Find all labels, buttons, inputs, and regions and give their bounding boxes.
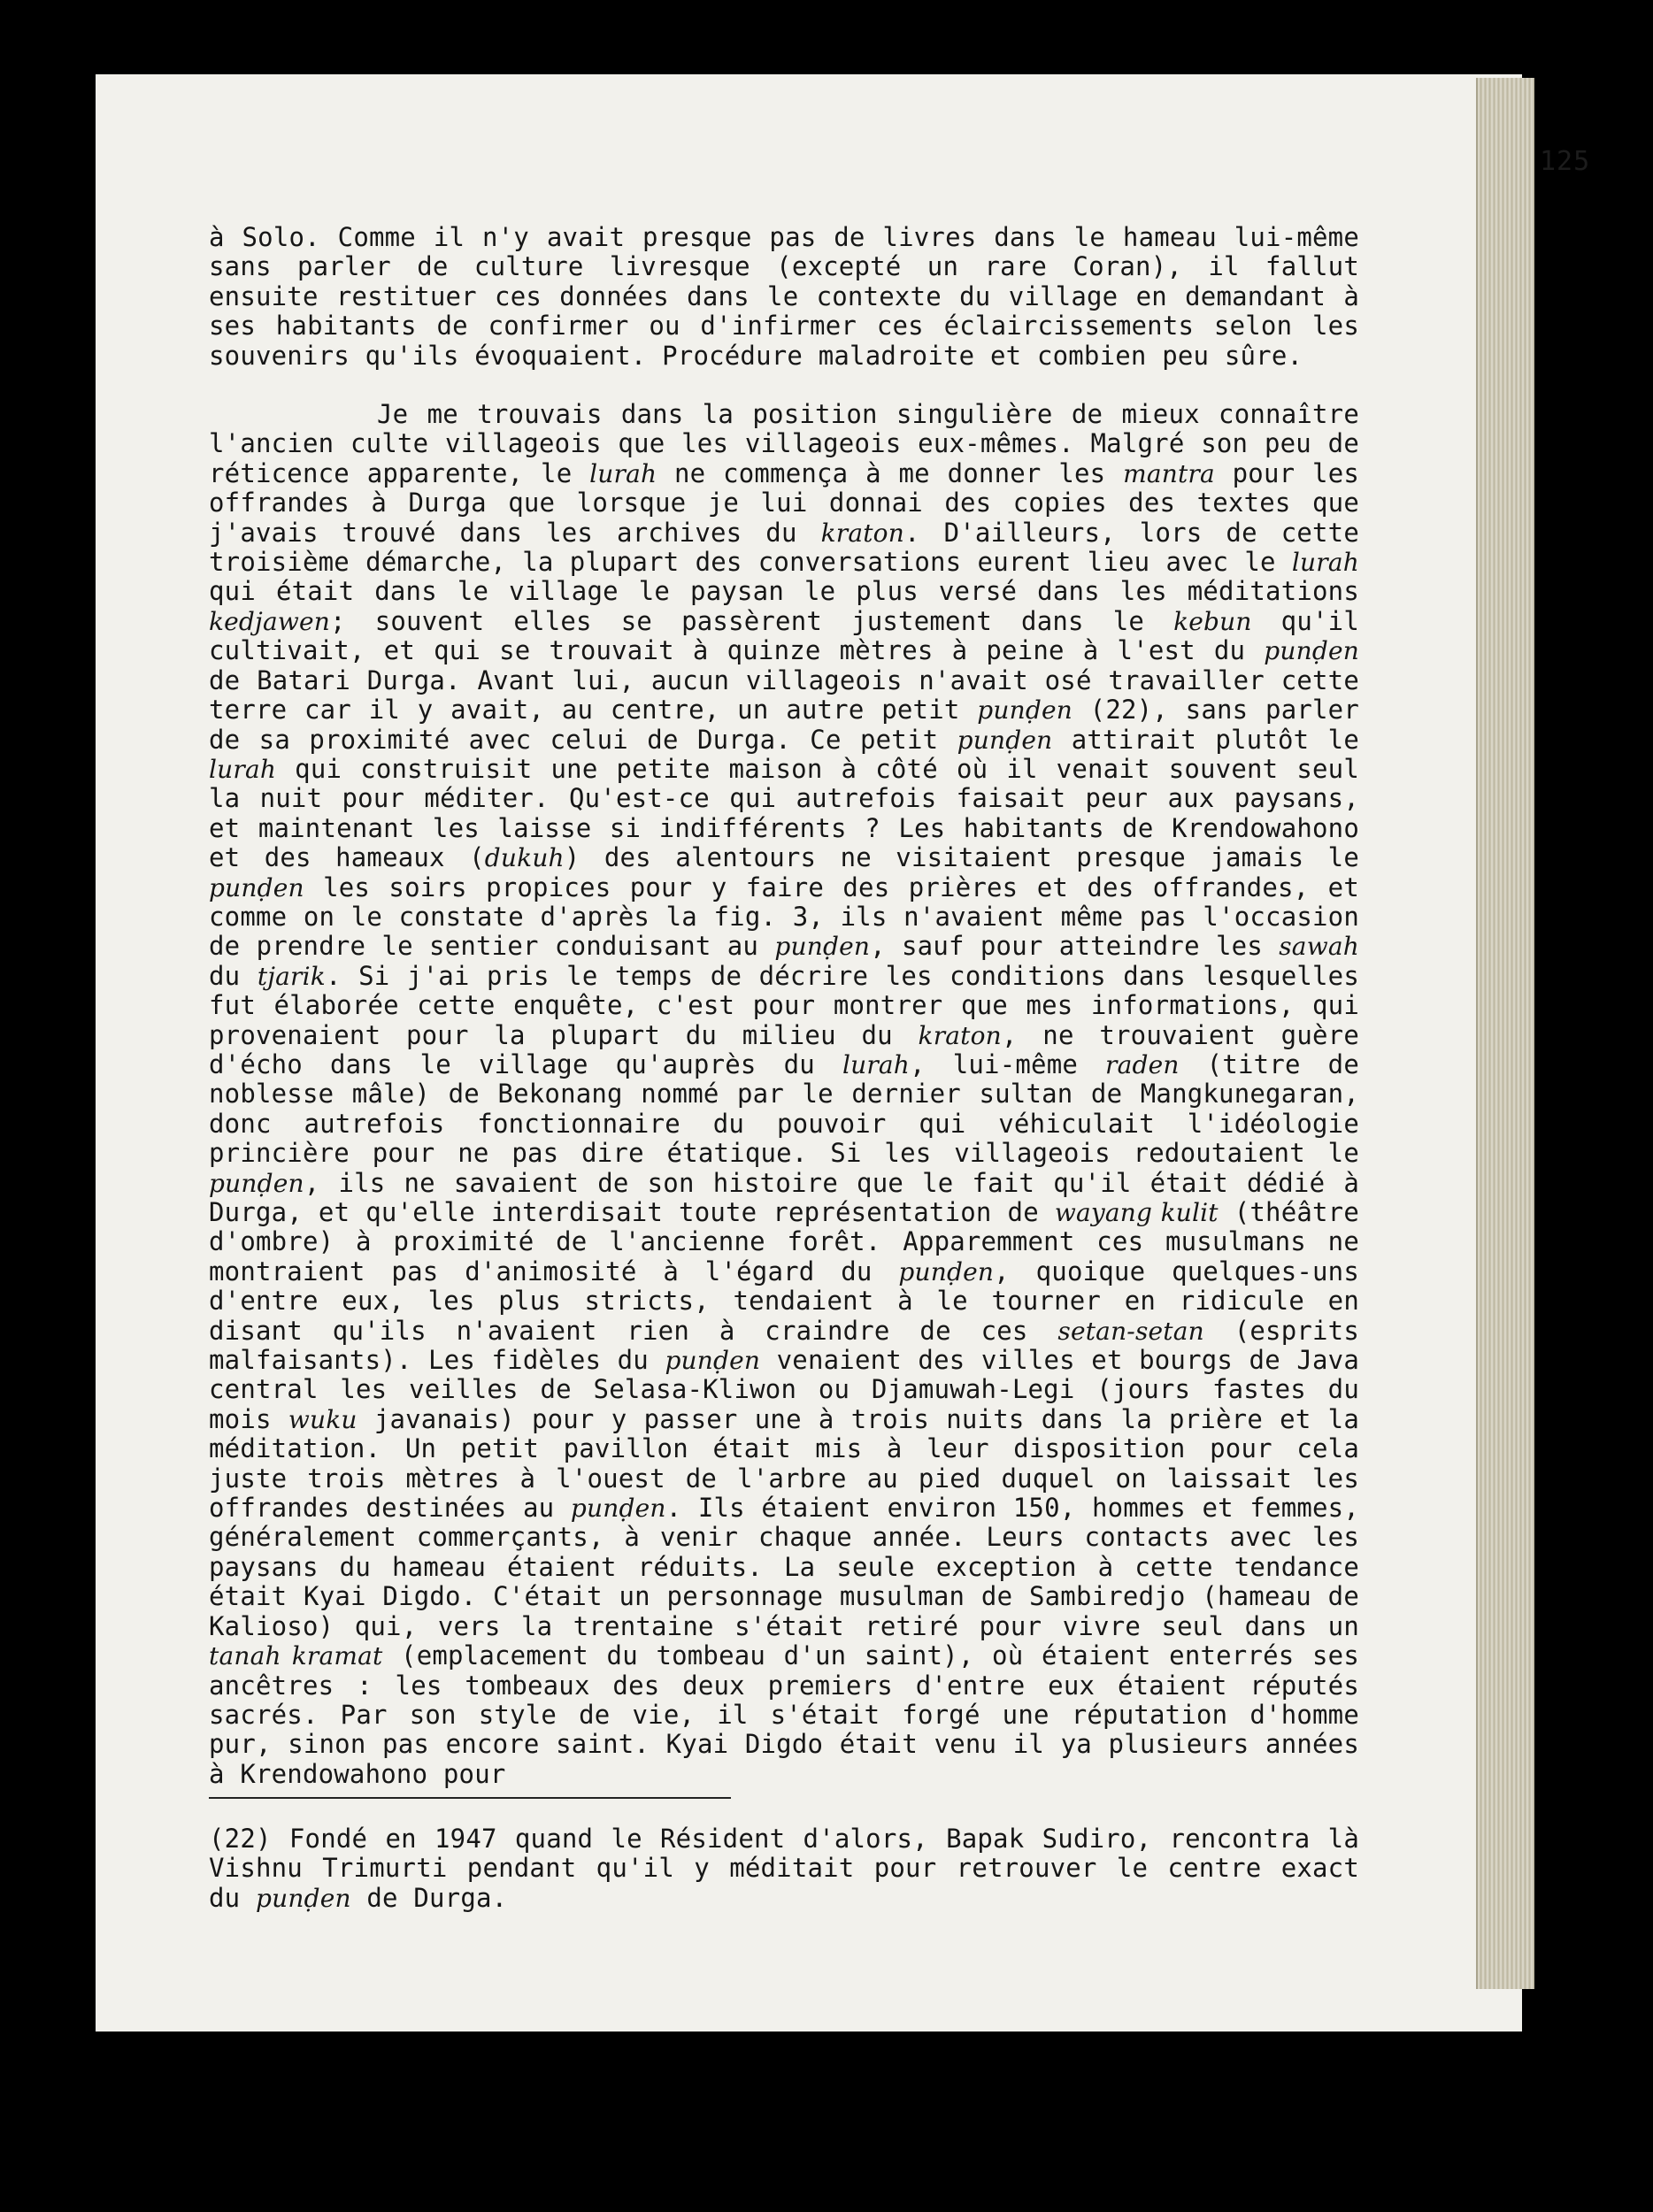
- text-run: pour les offrandes à Durga que lorsque je lui donnai des copies des textes que j'avais trouvé dans les archives du: [209, 457, 1360, 548]
- paragraph-continuation: [209, 223, 1359, 371]
- italic-term: kedjawen: [209, 606, 331, 636]
- italic-term: tanah kramat: [209, 1641, 383, 1671]
- text-run: qui était dans le village le paysan le plus versé dans les méditations: [209, 576, 1359, 607]
- text-run: de Batari Durga. Avant lui, aucun villageois n'avait osé travailler cette terre car il y avait, au centre, un autre petit: [209, 664, 1359, 726]
- text-run: , sauf pour atteindre les: [870, 931, 1280, 962]
- italic-term: wuku: [288, 1404, 358, 1434]
- text-run: , lui-même: [910, 1048, 1106, 1079]
- text-run: ; souvent elles se passèrent justement dans le: [330, 605, 1174, 636]
- text-run: qui construisit une petite maison à côté où il venait souvent seul la nuit pour méditer. Qu'est-ce qui autrefois faisait peur aux paysans, et maintenant les laisse si indifférents ? Les habitants de Krendowahono et des hameaux (: [209, 753, 1359, 873]
- text-run: qu'il cultivait, et qui se trouvait à quinze mètres à peine à l'est du: [209, 605, 1359, 666]
- text-run: , ne trouvaient guère d'écho dans le village qu'auprès du: [209, 1019, 1359, 1079]
- italic-term: setan-setan: [1057, 1316, 1204, 1346]
- italic-term: kraton: [918, 1020, 1002, 1050]
- italic-term: punḍen: [977, 695, 1073, 726]
- text-run: du: [209, 960, 258, 991]
- italic-term: mantra: [1123, 458, 1215, 488]
- italic-term: punḍen: [255, 1883, 351, 1913]
- italic-term: punḍen: [774, 932, 871, 962]
- text-run: (22), sans parler de sa proximité avec celui de Durga. Ce petit: [209, 695, 1359, 755]
- italic-term: punḍen: [209, 872, 304, 902]
- italic-term: raden: [1105, 1049, 1180, 1079]
- text-run: les soirs propices pour y faire des prières et des offrandes, et comme on le constate d'après la fig. 3, ils n'avaient même pas l'occasion de prendre le sentier conduisant au: [209, 872, 1359, 962]
- italic-term: lurah: [209, 754, 277, 784]
- italic-term: wayang kulit: [1054, 1198, 1219, 1227]
- page-number: 125: [1540, 146, 1591, 177]
- footnote-22: [209, 1824, 1359, 1913]
- paragraph-main: [209, 400, 1359, 1789]
- body-text: [209, 223, 1359, 1789]
- text-run: (esprits malfaisants). Les fidèles du: [209, 1315, 1359, 1376]
- page-stack-edge: [1476, 78, 1534, 1989]
- italic-term: sawah: [1279, 932, 1359, 962]
- italic-term: tjarik: [257, 961, 326, 991]
- italic-term: punḍen: [898, 1256, 995, 1286]
- text-run: (titre de noblesse mâle) de Bekonang nommé par le dernier sultan de Mangkunegaran, donc autrefois fonctionnaire du pouvoir qui véhiculait l'idéologie princière pour ne pas dire étatique. Si les villageois redoutaient le: [209, 1048, 1359, 1169]
- italic-term: kebun: [1173, 606, 1252, 636]
- italic-term: punḍen: [209, 1168, 304, 1198]
- text-run: . D'ailleurs, lors de cette troisième démarche, la plupart des conversations eurent lieu avec le: [209, 517, 1359, 578]
- text-run: javanais) pour y passer une à trois nuits dans la prière et la méditation. Un petit pavillon était mis à leur disposition pour cela juste trois mètres à l'ouest de l'arbre au pied duquel on laissait les offrandes destinées au: [209, 1403, 1359, 1524]
- text-run: . Si j'ai pris le temps de décrire les conditions dans lesquelles fut élaborée cette enquête, c'est pour montrer que mes informations, qui provenaient pour la plupart du milieu du: [209, 960, 1359, 1050]
- italic-term: punḍen: [665, 1346, 761, 1376]
- italic-term: lurah: [589, 458, 657, 488]
- italic-term: lurah: [1291, 548, 1359, 578]
- text-run: , quoique quelques-uns d'entre eux, les plus stricts, tendaient à le tourner en ridicule en disant qu'ils n'avaient rien à craindre de ces: [209, 1256, 1359, 1346]
- text-run: à Solo. Comme il n'y avait presque pas de livres dans le hameau lui-même sans parler de culture livresque (excepté un rare Coran), il fallut ensuite restituer ces données dans le contexte du village en demandant à ses habitants de confirmer ou d'infirmer ces éclaircissements selon les souvenirs qu'ils évoquaient. Procédure maladroite et combien peu sûre.: [209, 222, 1359, 371]
- text-run: Je me trouvais dans la position singulière de mieux connaître l'ancien culte villageois que les villageois eux-mêmes. Malgré son peu de réticence apparente, le: [209, 399, 1359, 488]
- text-run: ) des alentours ne visitaient presque jamais le: [564, 842, 1359, 873]
- text-run: , ils ne savaient de son histoire que le fait qu'il était dédié à Durga, et qu'elle interdisait toute représentation de: [209, 1167, 1359, 1227]
- text-run: . Ils étaient environ 150, hommes et femmes, généralement commerçants, à venir chaque année. Leurs contacts avec les paysans du hameau étaient réduits. La seule exception à cette tendance était Kyai Digdo. C'était un personnage musulman de Sambiredjo (hameau de Kalioso) qui, vers la trentaine s'était retiré pour vivre seul dans un: [209, 1493, 1359, 1641]
- italic-term: kraton: [820, 518, 904, 548]
- italic-term: punḍen: [570, 1494, 666, 1524]
- text-run: de Durga.: [350, 1882, 508, 1913]
- footnote-separator: [209, 1797, 731, 1799]
- text-run: ne commença à me donner les: [657, 457, 1124, 488]
- italic-term: dukuh: [484, 843, 565, 873]
- text-run: (théâtre d'ombre) à proximité de l'ancienne forêt. Apparemment ces musulmans ne montraient pas d'animosité à l'égard du: [209, 1197, 1360, 1286]
- italic-term: lurah: [842, 1049, 911, 1079]
- text-run: venaient des villes et bourgs de Java central les veilles de Selasa-Kliwon ou Djamuwah-Legi (jours fastes du mois: [209, 1345, 1360, 1434]
- text-run: attirait plutôt le: [1052, 724, 1359, 755]
- italic-term: punḍen: [957, 725, 1053, 755]
- text-run: (22) Fondé en 1947 quand le Résident d'alors, Bapak Sudiro, rencontra là Vishnu Trimurti pendant qu'il y méditait pour retrouver le centre exact du: [209, 1824, 1359, 1913]
- text-run: (emplacement du tombeau d'un saint), où étaient enterrés ses ancêtres : les tombeaux des deux premiers d'entre eux étaient réputés sacrés. Par son style de vie, il s'était forgé une réputation d'homme pur, sinon pas encore saint. Kyai Digdo était venu il ya plusieurs années à Krendowahono pour: [209, 1640, 1359, 1789]
- italic-term: punḍen: [1264, 636, 1359, 666]
